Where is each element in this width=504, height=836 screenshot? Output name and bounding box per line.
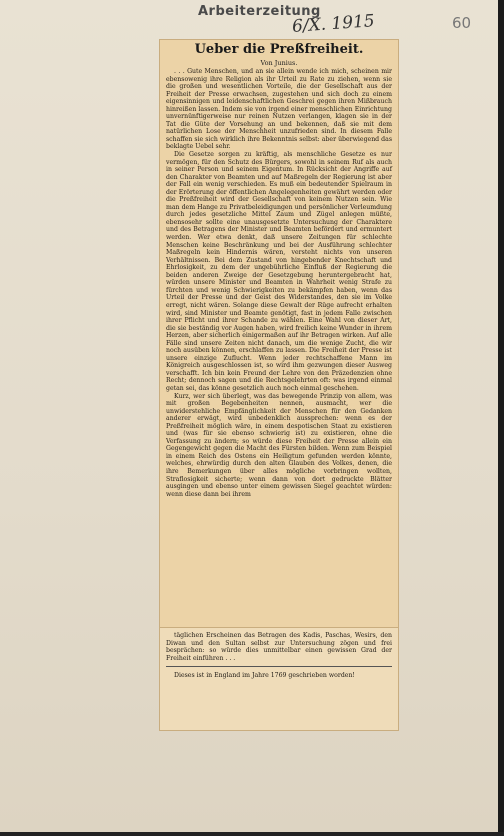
- newspaper-clipping-continuation: [160, 628, 398, 730]
- article-continuation: [166, 632, 392, 683]
- article-paragraph: Kurz, wer sich überlegt, was das bewegende Prinzip von allem, was mit großen Begebenheiten nennen, ausmacht, wer die unwiderstehliche Empfänglichkeit der Menschen für den Gedanken anderer erwägt, wird unbedenklich aussprechen: wenn es der Preßfreiheit möglich wäre, in einem despotischen Staat zu existieren und (was für sie ebenso schwierig ist) zu existieren, ohne die Verfassung zu ändern; so würde diese Freiheit der Presse allein ein Gegengewicht gegen die Macht des Fürsten bilden. Wenn zum Beispiel in einem Reich des Ostens ein Heiligtum gefunden werden könnte, welches, ehrwürdig durch den alten Glauben des Volkes, denen, die ihre Bemerkungen über alles mögliche vorbringen wollten, Straflosigkeit sicherte; wenn dann von dort gedruckte Blätter ausgingen und ebenso unter einem gewissen Siegel geachtet würden: wenn diese dann bei ihrem: [166, 392, 392, 498]
- newspaper-clipping: [160, 40, 398, 628]
- article-body: [166, 68, 392, 498]
- scan-edge-bottom: [0, 832, 504, 836]
- handwritten-date: 6/X. 1915: [291, 11, 376, 37]
- article-title: Ueber die Preßfreiheit.: [194, 42, 364, 57]
- scan-edge-right: [498, 0, 504, 836]
- newspaper-stamp: Arbeiterzeitung: [198, 4, 321, 19]
- article-closing-note: Dieses ist in England im Jahre 1769 geschrieben worden!: [174, 672, 355, 680]
- article-paragraph: Die Gesetze sorgen zu kräftig, als menschliche Gesetze es nur vermögen, für den Schutz des Bürgers, sowohl in seinem Ruf als auch in seiner Person und seinem Eigentum. In Rücksicht der Angriffe auf den Charakter von Beamten und auf Maßregeln der Regierung ist aber der Fall ein wenig verschieden. Es muß ein bedeutender Spielraum in der Erörterung der öffentlichen Angelegenheiten gewährt werden oder die Preßfreiheit wird der Gesellschaft von keinem Nutzen sein. Wie man dem Hange zu Privatbeleidigungen und persönlicher Verleumdung durch jedes gesetzliche Mittel Zaum und Zügel anlegen müßte, ebensosehr sollte eine unausgesetzte Untersuchung der Charaktere und des Betragens der Minister und Beamten befördert und ermuntert werden. Wer etwa denkt, daß unsere Zeitungen für schlechte Menschen keine Beschränkung und bei der Ausführung schlechter Maßregeln kein Hindernis wären, versteht nichts von unseren Verhältnissen. Bei dem Zustand von hingebender Knechtschaft und Ehrlosigkeit, zu dem der ungebührliche Einfluß der Regierung die beiden anderen Zweige der Gesetzgebung heruntergebracht hat, würden unsere Minister und Beamten in Wahrheit wenig Strafe zu fürchten und wenig Schwierigkeiten zu bekämpfen haben, wenn das Urteil der Presse und der Geist des Widerstandes, den sie im Volke erregt, nicht wären. Solange diese Gewalt der Rüge aufrecht erhalten wird, sind Minister und Beamte genötigt, fast in jedem Falle zwischen ihrer Pflicht und ihrer Schande zu wählen. Eine Wahl von dieser Art, die sie beständig vor Augen haben, wird freilich keine Wunder in ihrem Herzen, aber sicherlich einigermaßen auf ihr Betragen wirken. Auf alle Fälle sind unsere Zeiten nicht danach, um die wenige Zucht, die wir noch ausüben können, erschlaffen zu lassen. Die Freiheit der Presse ist unsere einzige Zuflucht. Wenn jeder rechtschaffene Mann im Königreich ausgeschlossen ist, so wird ihm gezwungen dieser Ausweg verschafft. Ich bin kein Freund der Lehre von den Präzedenzien ohne Recht; dennoch sagen und die Rechtsgelehrten oft: was irgend einmal getan sei, das könne gesetzlich auch noch einmal geschehen.: [166, 151, 392, 392]
- article-paragraph: täglichen Erscheinen das Betragen des Kadis, Paschas, Wesirs, den Diwan und den Sultan selbst zur Untersuchung zögen und frei besprächen: so würde dies unmittelbar einen gewissen Grad der Freiheit einführen . . .: [166, 632, 392, 662]
- article-paragraph: . . . Gute Menschen, und an sie allein wende ich mich, scheinen mir ebensowenig ihre Religion als ihr Urteil zu Rate zu ziehen, wenn sie die großen und wesentlichen Vorteile, die der Gesellschaft aus der Freiheit der Presse erwachsen, zugestehen und sich doch zu einem eigensinnigen und leidenschaftlichen Geschrei gegen ihren Mißbrauch hinreißen lassen. Indem sie von irgend einer menschlichen Einrichtung unvernünftigerweise nur reinen Nutzen verlangen, klagen sie in der Tat die Güte der Vorsehung an und bekennen, daß sie mit dem natürlichen Lose der Menschheit unzufrieden sind. In diesem Falle schaffen sie sich wirklich ihre Bekenntnis selbst: aber überwiegend das beklagte Uebel sehr.: [166, 68, 392, 151]
- column-rule: [166, 666, 392, 667]
- article-byline: Von Junius.: [260, 59, 298, 67]
- page-number: 60: [452, 14, 472, 32]
